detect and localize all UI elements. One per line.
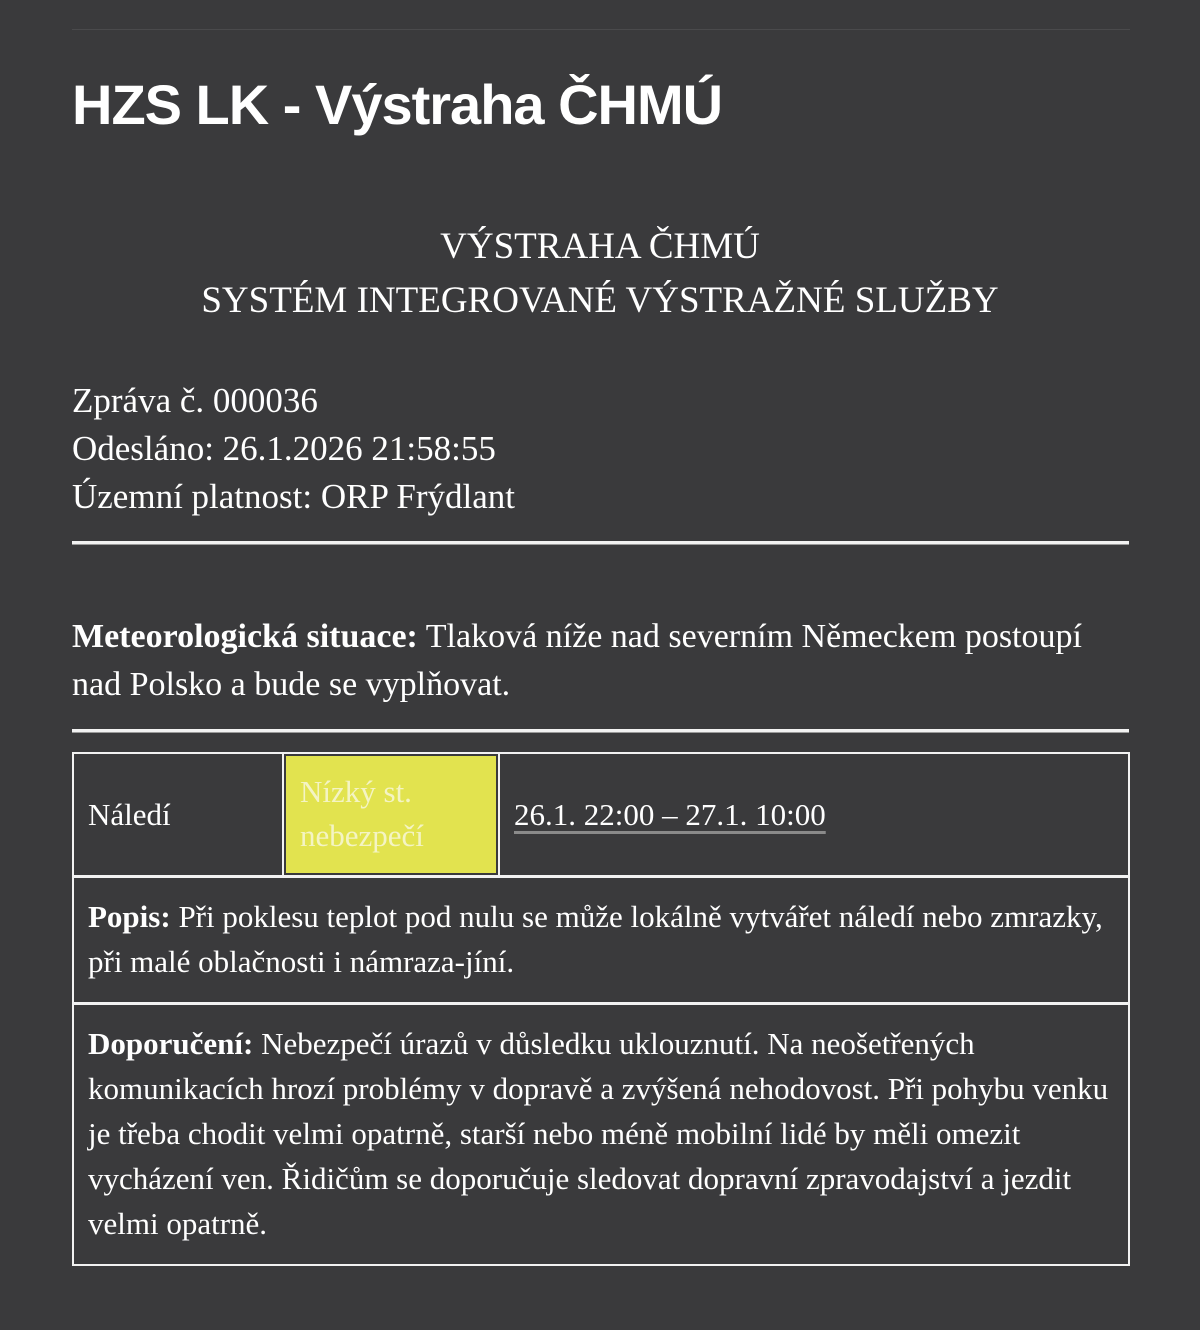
heading-line-2: SYSTÉM INTEGROVANÉ VÝSTRAŽNÉ SLUŽBY [201, 280, 999, 321]
description-label: Popis: [88, 899, 171, 934]
danger-level-badge: Nízký st. nebezpečí [286, 756, 496, 873]
recommendation-row [74, 1005, 1128, 1264]
description-text: Při poklesu teplot pod nulu se může lokálně vytvářet náledí nebo zmrazky, při malé oblačnosti i námraza-jíní. [88, 899, 1103, 979]
heading-line-1: VÝSTRAHA ČHMÚ [440, 226, 760, 267]
divider [72, 541, 1129, 545]
message-meta [72, 377, 515, 521]
warning-table [72, 752, 1130, 1266]
recommendation-text: Nebezpečí úrazů v důsledku uklouznutí. Na neošetřených komunikacích hrozí problémy v dopravě a zvýšená nehodovost. Při pohybu venku je třeba chodit velmi opatrně, starší nebo méně mobilní lidé by měli omezit vycházení ven. Řidičům se doporučuje sledovat dopravní zpravodajství a jezdit velmi opatrně. [88, 1026, 1109, 1241]
situation-label: Meteorologická situace: [72, 618, 418, 655]
warning-type: Náledí [74, 754, 284, 875]
meteorological-situation [72, 613, 1132, 709]
warning-summary-row [74, 754, 1128, 878]
validity-cell [498, 754, 1128, 875]
situation-text: Tlaková níže nad severním Německem postoupí nad Polsko a bude se vyplňovat. [72, 618, 1082, 703]
territory-validity: Územní platnost: ORP Frýdlant [72, 477, 515, 516]
top-divider [72, 29, 1130, 30]
sent-timestamp: Odesláno: 26.1.2026 21:58:55 [72, 429, 496, 468]
divider [72, 729, 1129, 733]
validity-link[interactable]: 26.1. 22:00 – 27.1. 10:00 [514, 796, 826, 832]
recommendation-label: Doporučení: [88, 1026, 254, 1061]
document-heading [72, 220, 1128, 328]
message-number: Zpráva č. 000036 [72, 381, 318, 420]
description-row [74, 878, 1128, 1005]
page-title: HZS LK - Výstraha ČHMÚ [72, 73, 723, 136]
